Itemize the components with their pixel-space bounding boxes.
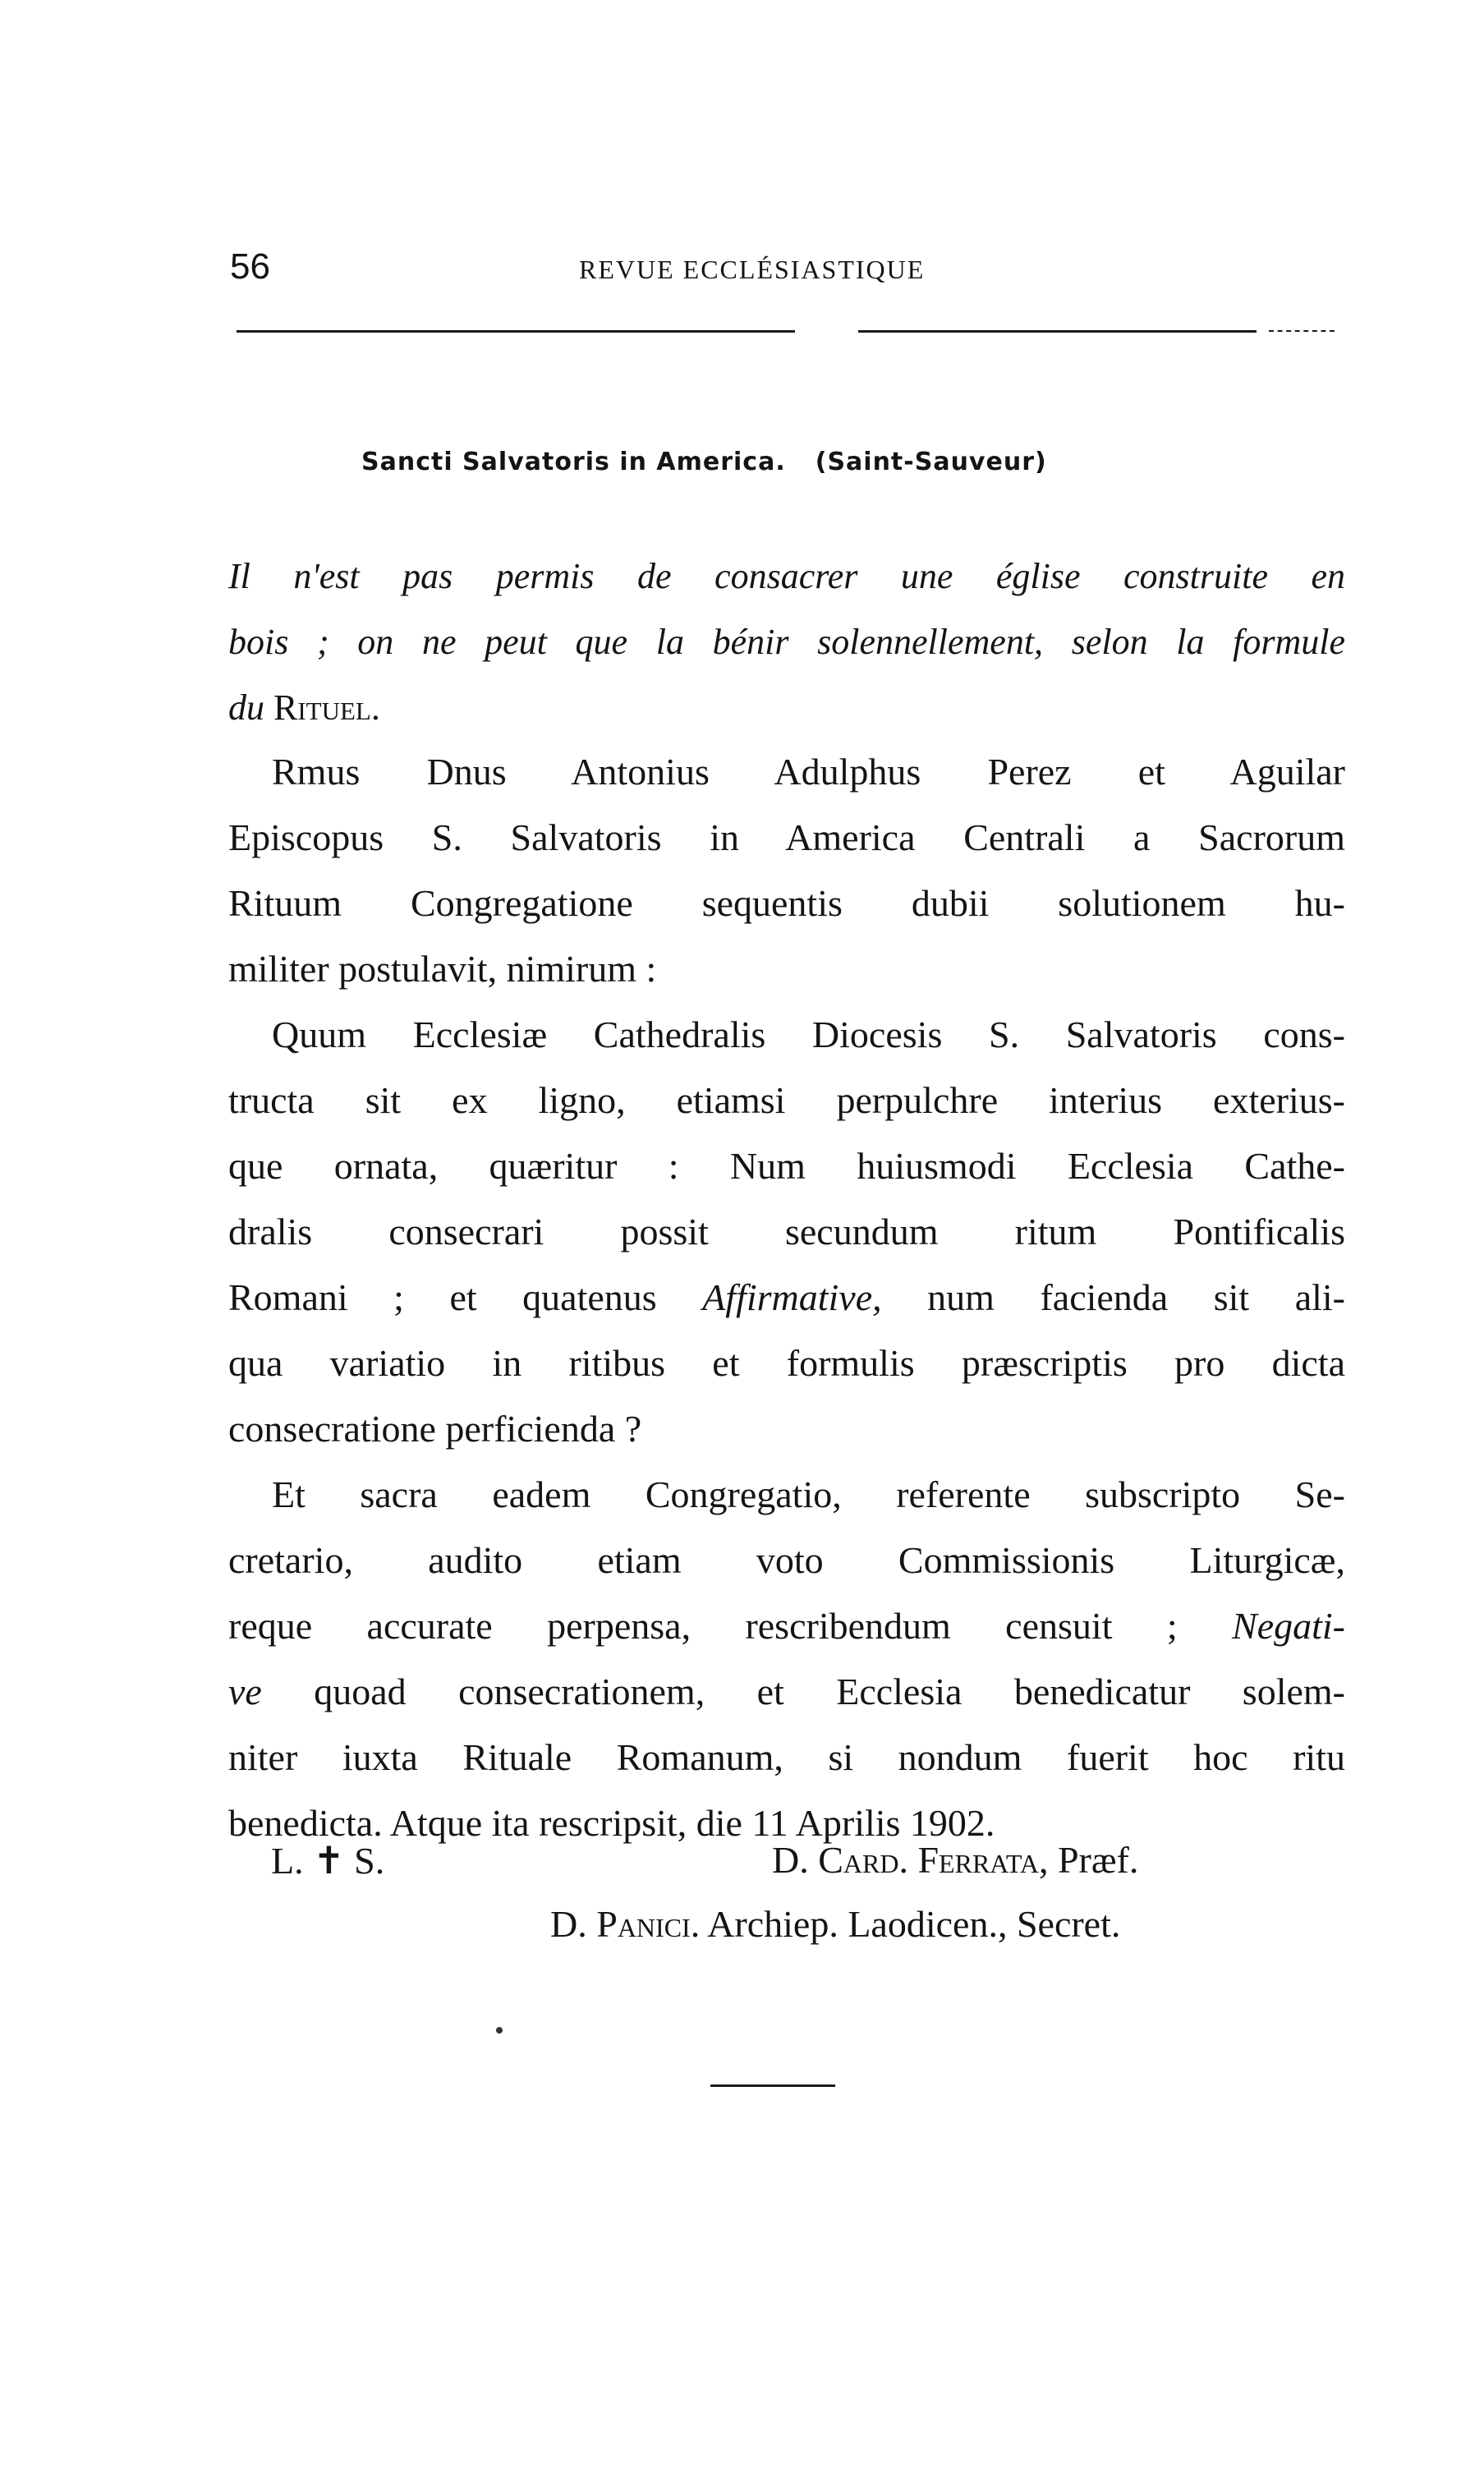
text-span: quoad consecrationem, et Ecclesia benedicatur solem- [261,1671,1345,1712]
text-line [228,1593,1345,1659]
header-rule [237,330,795,333]
signature-prefect [772,1838,1138,1882]
secretary-name: Panici. [596,1903,701,1945]
ritual-reference: Rituel. [273,687,380,728]
text-line: Episcopus S. Salvatoris in America Centrali a Sacrorum [228,816,1345,858]
text-span: Archiep. Laodicen., Secret. [700,1903,1121,1945]
text-line [228,1659,1345,1725]
closing-rule [710,2084,835,2087]
page-header [230,246,1347,296]
summary-paragraph [228,544,1345,741]
locus-sigilli: L. ✝ S. [271,1840,385,1882]
text-line [228,1265,1345,1331]
text-line: Rmus Dnus Antonius Adulphus Perez et Aguilar [272,751,1345,793]
text-span: reque accurate perpensa, rescribendum censuit ; [228,1605,1233,1647]
text-line: Quum Ecclesiæ Cathedralis Diocesis S. Salvatoris cons- [272,1013,1345,1055]
response-paragraph [228,1462,1345,1856]
text-span: D. [772,1839,819,1881]
header-rule [1269,330,1335,332]
text-line: niter iuxta Rituale Romanum, si nondum fuerit hoc ritu [228,1736,1345,1778]
running-head: REVUE ECCLÉSIASTIQUE [579,255,926,284]
section-title [361,448,1047,476]
text-span: Præf. [1048,1839,1139,1881]
section-title-french: (Saint-Sauveur) [815,448,1047,476]
text-line: Il n'est pas permis de consacrer une église construite en [228,556,1345,596]
text-line: qua variatio in ritibus et formulis præscriptis pro dicta [228,1342,1345,1384]
text-span: du [228,687,264,728]
main-text [228,739,1345,1856]
ink-dot [496,2027,503,2034]
text-line: que ornata, quæritur : Num huiusmodi Ecclesia Cathe- [228,1145,1345,1187]
text-line: militer postulavit, nimirum : [228,948,657,990]
text-span: num facienda sit ali- [881,1276,1345,1318]
signature-secretary [550,1902,1120,1946]
text-line: dralis consecrari possit secundum ritum Pontificalis [228,1211,1345,1252]
prefect-name: Card. Ferrata, [818,1839,1049,1881]
text-line: benedicta. Atque ita rescripsit, die 11 Aprilis 1902. [228,1802,995,1844]
section-title-latin: Sancti Salvatoris in America. [361,448,786,476]
text-line: Rituum Congregatione sequentis dubii solutionem hu- [228,882,1345,924]
italic-term: ve [228,1671,262,1712]
text-span: Romani ; et quatenus [228,1276,703,1318]
request-paragraph [228,739,1345,1002]
italic-term: Negati- [1232,1605,1345,1647]
text-line: tructa sit ex ligno, etiamsi perpulchre interius exterius- [228,1079,1345,1121]
text-line: consecratione perficienda ? [228,1408,642,1450]
italic-term: Affirmative, [702,1276,882,1318]
page-number: 56 [230,246,270,287]
question-paragraph [228,1002,1345,1462]
text-line: cretario, audito etiam voto Commissionis Liturgicæ, [228,1539,1345,1581]
header-rule [858,330,1257,333]
text-line: bois ; on ne peut que la bénir solennellement, selon la formule [228,622,1345,662]
text-line: Et sacra eadem Congregatio, referente subscripto Se- [272,1473,1345,1515]
text-line [228,675,1345,741]
text-span: D. [550,1903,597,1945]
